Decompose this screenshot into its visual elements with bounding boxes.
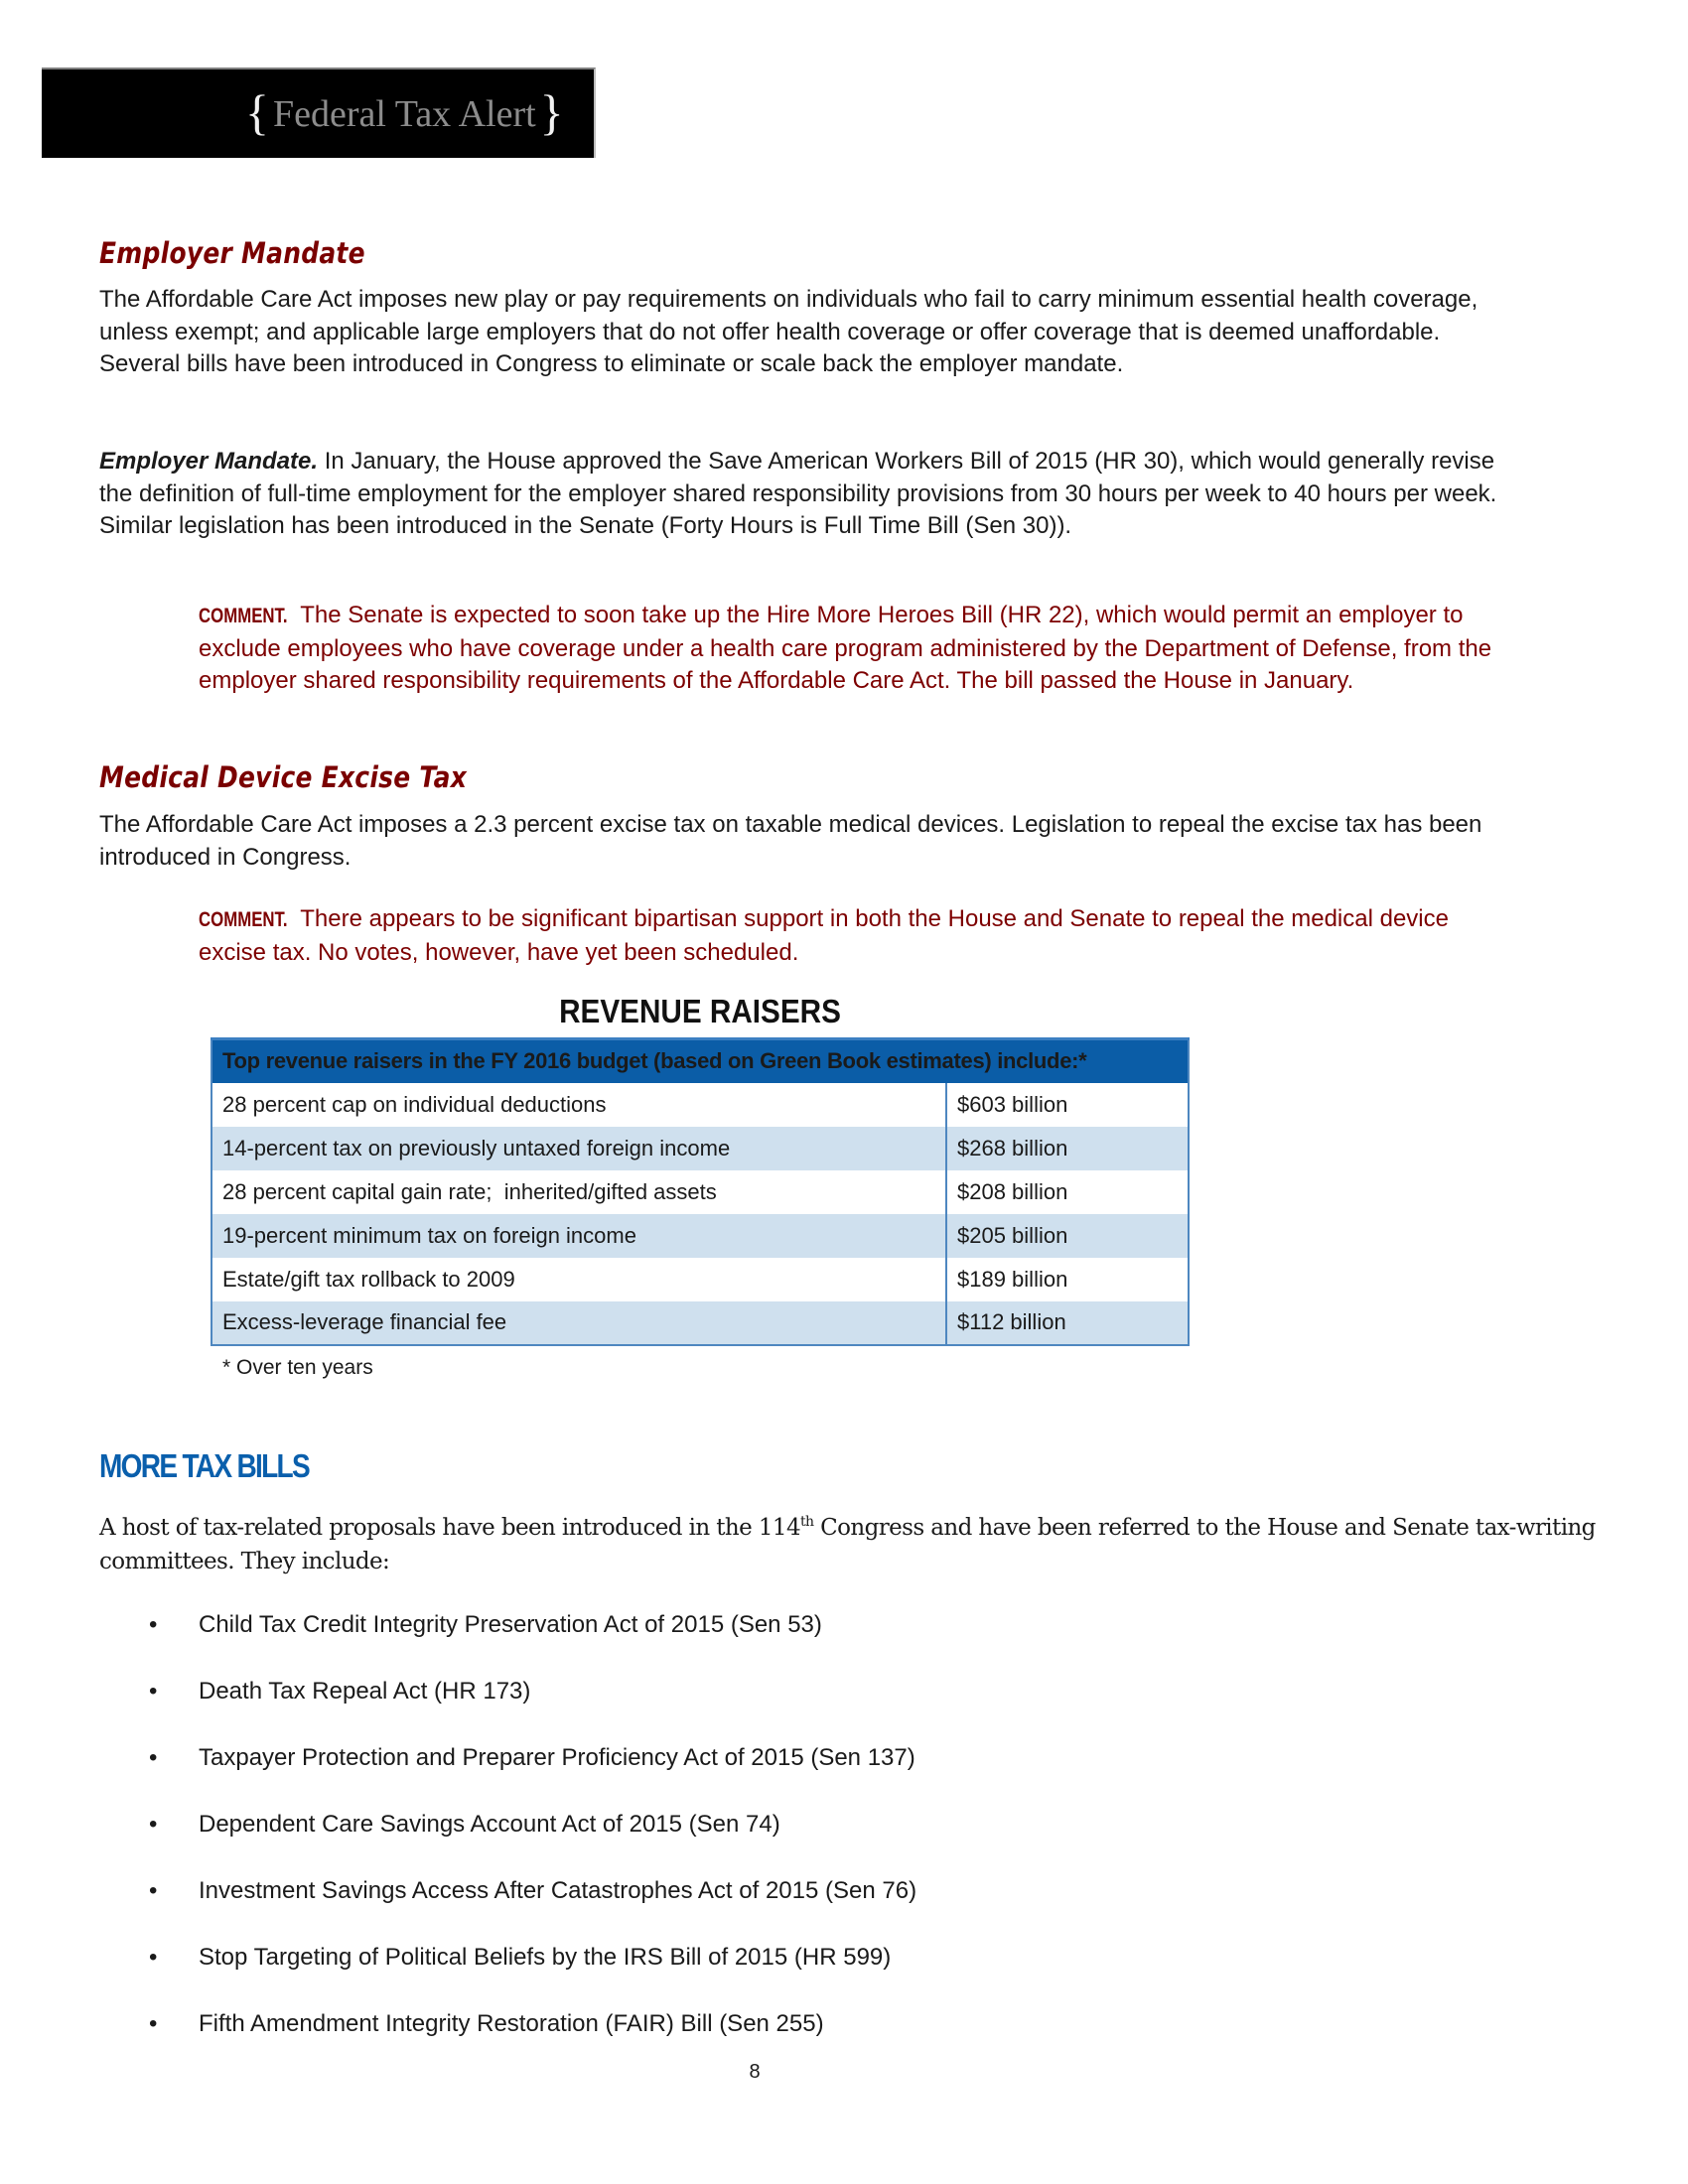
table-header-row (211, 1039, 1189, 1083)
list-item (149, 1941, 916, 2007)
page-number: 8 (749, 2061, 761, 2083)
bullet-icon: • (149, 1678, 158, 1705)
bill-name: Fifth Amendment Integrity Restoration (FAIR) Bill (Sen 255) (199, 2010, 824, 2037)
row-amount: $189 billion (946, 1258, 1189, 1301)
row-item: 28 percent cap on individual deductions (222, 1091, 607, 1117)
employer-mandate-lead: Employer Mandate. (99, 448, 319, 475)
medical-device-intro: The Affordable Care Act imposes a 2.3 percent excise tax on taxable medical devices. Legislation to repeal the excise tax has been introduced in Congress. (99, 811, 1482, 871)
bullet-icon: • (149, 1944, 158, 1971)
section-heading-employer-mandate: Employer Mandate (99, 236, 365, 270)
table-row (211, 1170, 1189, 1214)
row-amount: $112 billion (946, 1301, 1189, 1345)
employer-mandate-detail (99, 446, 1519, 543)
comment-label: COMMENT. (199, 908, 288, 931)
row-amount: $208 billion (946, 1170, 1189, 1214)
employer-mandate-intro: The Affordable Care Act imposes new play or pay requirements on individuals who fail to carry minimum essential health coverage, unless exempt; and applicable large employers that do not offer health coverage or offer coverage that is deemed unaffordable. Several bills have been introduced in Congress to eliminate or scale back the employer mandate. (99, 286, 1478, 377)
bill-name: Taxpayer Protection and Preparer Proficiency Act of 2015 (Sen 137) (199, 1744, 915, 1771)
revenue-raisers-table (211, 1037, 1190, 1346)
revenue-raisers-title: REVENUE RAISERS (559, 993, 841, 1029)
bill-name: Child Tax Credit Integrity Preservation Act of 2015 (Sen 53) (199, 1611, 822, 1638)
row-item: 14-percent tax on previously untaxed foreign income (211, 1127, 946, 1170)
newsletter-title: Federal Tax Alert (273, 93, 536, 135)
bill-name: Stop Targeting of Political Beliefs by the IRS Bill of 2015 (HR 599) (199, 1944, 892, 1971)
row-amount: $603 billion (946, 1083, 1189, 1127)
bill-name: Dependent Care Savings Account Act of 2015 (Sen 74) (199, 1811, 780, 1838)
row-item: Excess-leverage financial fee (211, 1301, 946, 1345)
intro-text: A host of tax-related proposals have been introduced in the 114 (99, 1515, 800, 1541)
row-item: Estate/gift tax rollback to 2009 (222, 1266, 515, 1292)
header-banner (42, 68, 596, 158)
brace-open: { (245, 84, 269, 140)
table-footnote: * Over ten years (222, 1356, 373, 1379)
table-row (211, 1214, 1189, 1258)
comment-text: There appears to be significant bipartisan support in both the House and Senate to repeal the medical device excise tax. No votes, however, have yet been scheduled. (199, 905, 1449, 966)
section-heading-medical-device: Medical Device Excise Tax (99, 760, 468, 794)
employer-mandate-comment (199, 600, 1549, 698)
table-row (211, 1258, 1189, 1301)
medical-device-comment (199, 903, 1489, 969)
comment-label: COMMENT. (199, 605, 288, 627)
row-item: 28 percent capital gain rate; inherited/gifted assets (222, 1178, 717, 1204)
table-row (211, 1127, 1189, 1170)
employer-mandate-detail-text: In January, the House approved the Save American Workers Bill of 2015 (HR 30), which would generally revise the definition of full-time employment for the employer shared responsibility provisions from 30 hours per week to 40 hours per week. Similar legislation has been introduced in the Senate (Forty Hours is Full Time Bill (Sen 30)). (99, 448, 1497, 539)
bullet-icon: • (149, 1744, 158, 1771)
bullet-icon: • (149, 1811, 158, 1838)
list-item (149, 1874, 916, 1941)
list-item (149, 1808, 916, 1874)
more-tax-bills-intro (99, 1511, 1609, 1578)
row-amount: $268 billion (946, 1127, 1189, 1170)
bullet-icon: • (149, 1611, 158, 1638)
bill-list (149, 1608, 916, 2074)
comment-text: The Senate is expected to soon take up the Hire More Heroes Bill (HR 22), which would permit an employer to exclude employees who have coverage under a health care program administered by the Department of Defense, from the employer shared responsibility requirements of the Affordable Care Act. The bill passed the House in January. (199, 602, 1492, 694)
bill-name: Investment Savings Access After Catastrophes Act of 2015 (Sen 76) (199, 1877, 917, 1904)
bullet-icon: • (149, 2010, 158, 2037)
section-heading-more-tax-bills: MORE TAX BILLS (99, 1447, 309, 1484)
banner-logo (245, 79, 564, 147)
bullet-icon: • (149, 1877, 158, 1904)
ordinal-suffix: th (799, 1514, 814, 1530)
intro-text-cont: Congress and have been referred to the House and Senate tax-writing committees. They include: (99, 1515, 1596, 1574)
table-header: Top revenue raisers in the FY 2016 budget (based on Green Book estimates) include:* (211, 1039, 1189, 1083)
brace-close: } (539, 84, 564, 140)
row-amount: $205 billion (946, 1214, 1189, 1258)
list-item (149, 1741, 916, 1808)
table-row (211, 1083, 1189, 1127)
row-item: 19-percent minimum tax on foreign income (211, 1214, 946, 1258)
bill-name: Death Tax Repeal Act (HR 173) (199, 1678, 531, 1705)
list-item (149, 1675, 916, 1741)
list-item (149, 1608, 916, 1675)
table-row (211, 1301, 1189, 1345)
